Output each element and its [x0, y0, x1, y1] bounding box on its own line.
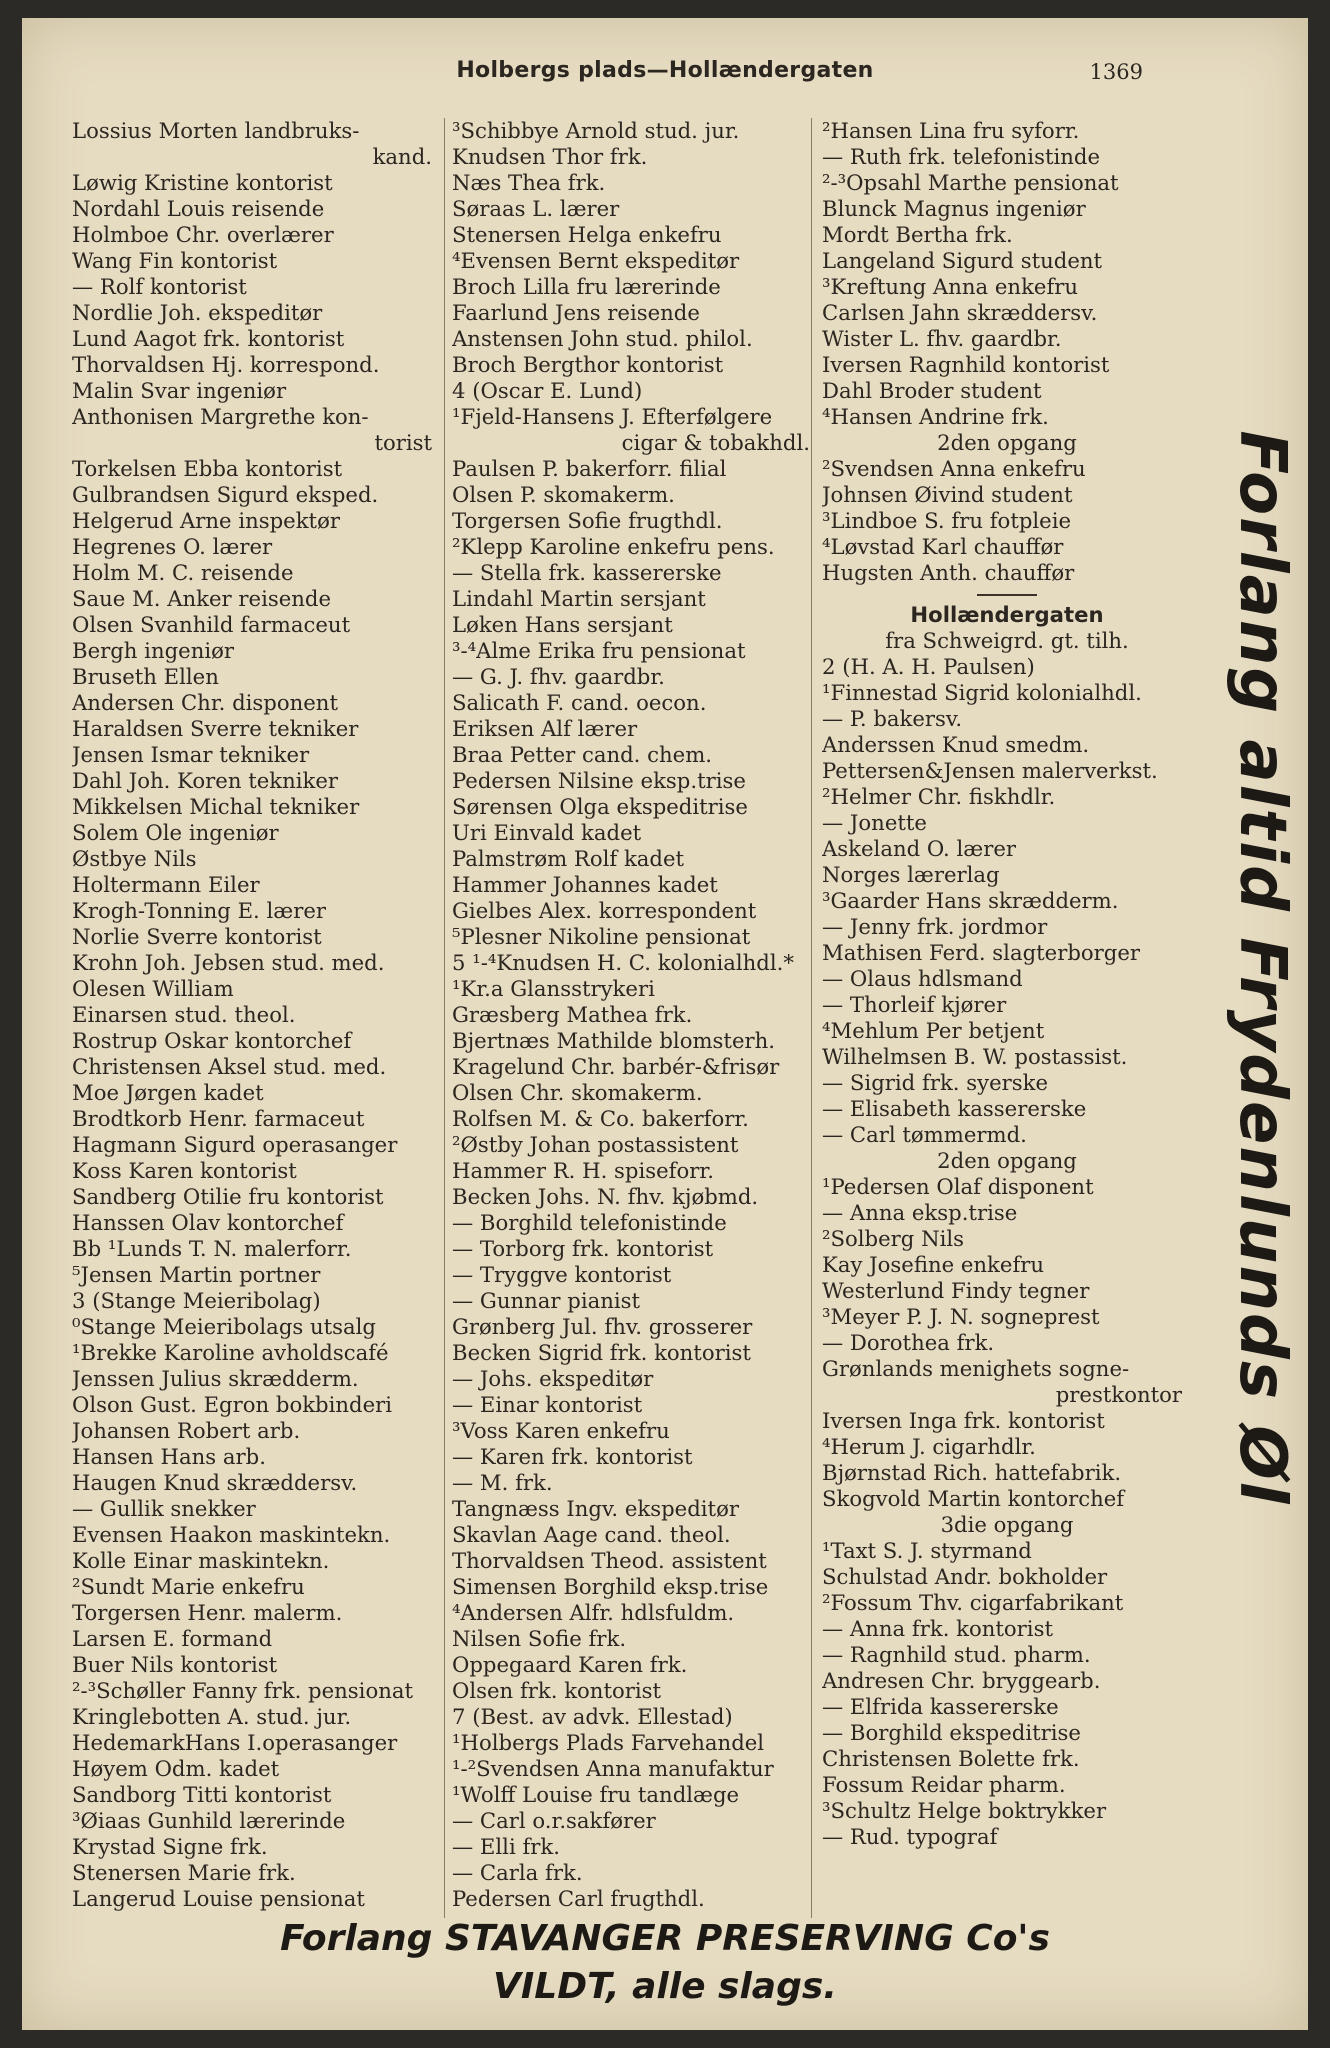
directory-entry: Bjertnæs Mathilde blomsterh.	[452, 1028, 775, 1053]
directory-entry: — Ragnhild stud. pharm.	[822, 1642, 1091, 1667]
directory-entry: Einarsen stud. theol.	[72, 1002, 296, 1027]
directory-entry: Holtermann Eiler	[72, 872, 260, 897]
directory-entry: Østbye Nils	[72, 846, 197, 871]
directory-entry: Dahl Broder student	[822, 378, 1042, 403]
directory-entry: ⁴Herum J. cigarhdlr.	[822, 1434, 1036, 1459]
page-number: 1369	[1089, 60, 1143, 84]
directory-entry: ³Schibbye Arnold stud. jur.	[452, 118, 740, 143]
directory-entry: Eriksen Alf lærer	[452, 716, 638, 741]
directory-entry: Holmboe Chr. overlærer	[72, 222, 334, 247]
directory-entry: Hagmann Sigurd operasanger	[72, 1132, 398, 1157]
directory-entry: Pedersen Nilsine eksp.trise	[452, 768, 746, 793]
directory-entry: Buer Nils kontorist	[72, 1652, 278, 1677]
page-header	[22, 58, 1308, 102]
directory-entry: Hugsten Anth. chauffør	[822, 560, 1075, 585]
directory-entry: — Gullik snekker	[72, 1496, 256, 1521]
directory-entry: — Jonette	[822, 810, 927, 835]
directory-entry: ⁴Mehlum Per betjent	[822, 1018, 1045, 1043]
directory-entry: Oppegaard Karen frk.	[452, 1652, 688, 1677]
directory-entry: ²-³Opsahl Marthe pensionat	[822, 170, 1119, 195]
entry-continuation: cigar & tobakhdl.	[621, 430, 810, 455]
directory-entry: Christensen Bolette frk.	[822, 1746, 1080, 1771]
directory-entry: Lindahl Martin sersjant	[452, 586, 706, 611]
directory-entry: Thorvaldsen Hj. korrespond.	[72, 352, 380, 377]
directory-entry: Bergh ingeniør	[72, 638, 235, 663]
directory-entry: Langeland Sigurd student	[822, 248, 1103, 273]
directory-entry: Tangnæss Ingv. ekspeditør	[452, 1496, 739, 1521]
directory-entry: — Borghild ekspeditrise	[822, 1720, 1081, 1745]
directory-entry: ⁴Evensen Bernt ekspeditør	[452, 248, 740, 273]
directory-entry: Skogvold Martin kontorchef	[822, 1486, 1125, 1511]
directory-entry: ¹Finnestad Sigrid kolonialhdl.	[822, 680, 1142, 705]
directory-entry: Kringlebotten A. stud. jur.	[72, 1704, 352, 1729]
directory-entry: ³Kreftung Anna enkefru	[822, 274, 1079, 299]
directory-entry: Løken Hans sersjant	[452, 612, 673, 637]
directory-entry: Holm M. C. reisende	[72, 560, 294, 585]
column-divider	[444, 118, 445, 1918]
directory-entry: ²Østby Johan postassistent	[452, 1132, 739, 1157]
directory-entry: Hansen Hans arb.	[72, 1444, 266, 1469]
directory-entry: Næs Thea frk.	[452, 170, 606, 195]
directory-entry: — Sigrid frk. syerske	[822, 1070, 1049, 1095]
directory-entry: Hegrenes O. lærer	[72, 534, 273, 559]
directory-entry: ⁴Andersen Alfr. hdlsfuldm.	[452, 1600, 735, 1625]
directory-entry: Evensen Haakon maskintekn.	[72, 1522, 391, 1547]
directory-entry: Larsen E. formand	[72, 1626, 273, 1651]
directory-entry: — Rud. typograf	[822, 1824, 998, 1849]
directory-entry: Krogh-Tonning E. lærer	[72, 898, 327, 923]
directory-entry: — Karen frk. kontorist	[452, 1444, 693, 1469]
directory-entry: Carlsen Jahn skræddersv.	[822, 300, 1098, 325]
section-heading: 2den opgang	[937, 1148, 1077, 1173]
directory-entry: Stenersen Marie frk.	[72, 1860, 296, 1885]
directory-entry: Christensen Aksel stud. med.	[72, 1054, 387, 1079]
directory-entry: Rolfsen M. & Co. bakerforr.	[452, 1106, 749, 1131]
directory-entry: Anthonisen Margrethe kon-	[72, 404, 369, 429]
directory-entry: Olsen Chr. skomakerm.	[452, 1080, 703, 1105]
directory-entry: Olesen William	[72, 976, 234, 1001]
directory-entry: Palmstrøm Rolf kadet	[452, 846, 685, 871]
directory-entry: Anderssen Knud smedm.	[822, 732, 1090, 757]
directory-entry: ⁵Jensen Martin portner	[72, 1262, 321, 1287]
directory-entry: Torkelsen Ebba kontorist	[72, 456, 343, 481]
directory-entry: Skavlan Aage cand. theol.	[452, 1522, 731, 1547]
directory-entry: ²Sundt Marie enkefru	[72, 1574, 305, 1599]
directory-entry: ¹Taxt S. J. styrmand	[822, 1538, 1032, 1563]
directory-entry: ¹Fjeld-Hansens J. Efterfølgere	[452, 404, 773, 429]
directory-column-1	[72, 118, 442, 1912]
directory-entry: Westerlund Findy tegner	[822, 1278, 1090, 1303]
section-heading: 2den opgang	[937, 430, 1077, 455]
directory-entry: Sandberg Otilie fru kontorist	[72, 1184, 384, 1209]
directory-entry: Gielbes Alex. korrespondent	[452, 898, 757, 923]
directory-entry: — Elli frk.	[452, 1834, 560, 1859]
directory-entry: — Tryggve kontorist	[452, 1262, 672, 1287]
directory-entry: — Torborg frk. kontorist	[452, 1236, 714, 1261]
directory-entry: Saue M. Anker reisende	[72, 586, 332, 611]
directory-entry: Brodtkorb Henr. farmaceut	[72, 1106, 365, 1131]
directory-entry: — Ruth frk. telefonistinde	[822, 144, 1100, 169]
directory-entry: — Thorleif kjører	[822, 992, 1007, 1017]
directory-entry: Kolle Einar maskintekn.	[72, 1548, 330, 1573]
directory-entry: ²-³Schøller Fanny frk. pensionat	[72, 1678, 413, 1703]
directory-entry: Sørensen Olga ekspeditrise	[452, 794, 748, 819]
bottom-advertisement-line-1: Forlang STAVANGER PRESERVING Co's	[280, 1918, 1050, 1959]
directory-entry: Andersen Chr. disponent	[72, 690, 338, 715]
directory-entry: — Anna eksp.trise	[822, 1200, 1018, 1225]
directory-page	[22, 18, 1308, 2030]
directory-entry: Wang Fin kontorist	[72, 248, 278, 273]
directory-entry: Pettersen&Jensen malerverkst.	[822, 758, 1158, 783]
directory-entry: 4 (Oscar E. Lund)	[452, 378, 643, 403]
directory-entry: Høyem Odm. kadet	[72, 1756, 280, 1781]
directory-column-2	[452, 118, 820, 1912]
entry-continuation: torist	[374, 430, 432, 455]
directory-entry: — Carl o.r.sakfører	[452, 1808, 656, 1833]
directory-entry: Norges lærerlag	[822, 862, 1000, 887]
directory-entry: — Jenny frk. jordmor	[822, 914, 1048, 939]
directory-entry: ²Hansen Lina fru syforr.	[822, 118, 1080, 143]
directory-entry: ³Schultz Helge boktrykker	[822, 1798, 1107, 1823]
directory-entry: Torgersen Henr. malerm.	[72, 1600, 343, 1625]
directory-entry: ¹Holbergs Plads Farvehandel	[452, 1730, 765, 1755]
directory-entry: 2 (H. A. H. Paulsen)	[822, 654, 1035, 679]
directory-entry: HedemarkHans I.operasanger	[72, 1730, 398, 1755]
directory-entry: Haraldsen Sverre tekniker	[72, 716, 359, 741]
directory-entry: Mikkelsen Michal tekniker	[72, 794, 360, 819]
directory-entry: — P. bakersv.	[822, 706, 963, 731]
directory-entry: 5 ¹-⁴Knudsen H. C. kolonialhdl.*	[452, 950, 794, 975]
directory-entry: Nordahl Louis reisende	[72, 196, 325, 221]
directory-entry: ¹Pedersen Olaf disponent	[822, 1174, 1094, 1199]
directory-entry: Schulstad Andr. bokholder	[822, 1564, 1108, 1589]
directory-entry: ³Voss Karen enkefru	[452, 1418, 670, 1443]
directory-entry: Iversen Ragnhild kontorist	[822, 352, 1110, 377]
directory-entry: — Carl tømmermd.	[822, 1122, 1027, 1147]
directory-entry: 3 (Stange Meieribolag)	[72, 1288, 321, 1313]
directory-entry: Moe Jørgen kadet	[72, 1080, 264, 1105]
directory-entry: Nordlie Joh. ekspeditør	[72, 300, 323, 325]
directory-entry: Salicath F. cand. oecon.	[452, 690, 707, 715]
directory-entry: Solem Ole ingeniør	[72, 820, 279, 845]
directory-entry: ²Svendsen Anna enkefru	[822, 456, 1086, 481]
directory-entry: Anstensen John stud. philol.	[452, 326, 753, 351]
directory-entry: Johnsen Øivind student	[822, 482, 1073, 507]
directory-entry: ³Øiaas Gunhild lærerinde	[72, 1808, 346, 1833]
directory-entry: Norlie Sverre kontorist	[72, 924, 322, 949]
directory-entry: Krohn Joh. Jebsen stud. med.	[72, 950, 385, 975]
directory-entry: Kragelund Chr. barbér-&frisør	[452, 1054, 780, 1079]
directory-entry: Johansen Robert arb.	[72, 1418, 301, 1443]
directory-entry: ³Gaarder Hans skrædderm.	[822, 888, 1119, 913]
directory-entry: — M. frk.	[452, 1470, 553, 1495]
directory-entry: ³-⁴Alme Erika fru pensionat	[452, 638, 746, 663]
section-heading: Hollændergaten	[910, 602, 1104, 627]
directory-entry: Paulsen P. bakerforr. filial	[452, 456, 727, 481]
directory-entry: ²Solberg Nils	[822, 1226, 965, 1251]
directory-entry: — Gunnar pianist	[452, 1288, 641, 1313]
entry-continuation: kand.	[372, 144, 432, 169]
directory-entry: ¹Kr.a Glansstrykeri	[452, 976, 655, 1001]
vertical-ad-text: Forlang altid Frydenlunds Øl	[1225, 430, 1299, 1506]
directory-entry: Braa Petter cand. chem.	[452, 742, 713, 767]
directory-entry: Becken Sigrid frk. kontorist	[452, 1340, 751, 1365]
directory-entry: — Elisabeth kassererske	[822, 1096, 1087, 1121]
directory-entry: Uri Einvald kadet	[452, 820, 642, 845]
directory-entry: Helgerud Arne inspektør	[72, 508, 340, 533]
directory-entry: Olsen Svanhild farmaceut	[72, 612, 351, 637]
directory-entry: Hammer R. H. spiseforr.	[452, 1158, 714, 1183]
directory-entry: Sandborg Titti kontorist	[72, 1782, 332, 1807]
directory-entry: Wister L. fhv. gaardbr.	[822, 326, 1062, 351]
directory-entry: Jensen Ismar tekniker	[72, 742, 310, 767]
directory-entry: Jenssen Julius skrædderm.	[72, 1366, 359, 1391]
directory-entry: ²Fossum Thv. cigarfabrikant	[822, 1590, 1124, 1615]
directory-entry: Iversen Inga frk. kontorist	[822, 1408, 1105, 1433]
directory-entry: Fossum Reidar pharm.	[822, 1772, 1066, 1797]
directory-entry: ²Helmer Chr. fiskhdlr.	[822, 784, 1056, 809]
directory-entry: Simensen Borghild eksp.trise	[452, 1574, 769, 1599]
directory-entry: Torgersen Sofie frugthdl.	[452, 508, 723, 533]
page-title: Holbergs plads—Hollændergaten	[456, 58, 874, 83]
directory-column-3	[822, 118, 1192, 1850]
directory-entry: — Johs. ekspeditør	[452, 1366, 654, 1391]
directory-entry: Løwig Kristine kontorist	[72, 170, 333, 195]
directory-entry: Nilsen Sofie frk.	[452, 1626, 627, 1651]
directory-entry: Becken Johs. N. fhv. kjøbmd.	[452, 1184, 759, 1209]
directory-entry: Langerud Louise pensionat	[72, 1886, 365, 1911]
directory-entry: Græsberg Mathea frk.	[452, 1002, 693, 1027]
directory-entry: Gulbrandsen Sigurd ekspеd.	[72, 482, 379, 507]
directory-entry: Lund Aagot frk. kontorist	[72, 326, 345, 351]
section-separator	[977, 594, 1037, 596]
directory-entry: Olson Gust. Egron bokbinderi	[72, 1392, 393, 1417]
directory-entry: Blunck Magnus ingeniør	[822, 196, 1086, 221]
directory-entry: Kay Josefine enkefru	[822, 1252, 1045, 1277]
directory-entry: — G. J. fhv. gaardbr.	[452, 664, 665, 689]
directory-entry: Faarlund Jens reisende	[452, 300, 700, 325]
directory-entry: ⁴Hansen Andrine frk.	[822, 404, 1049, 429]
directory-entry: Broch Bergthor kontorist	[452, 352, 724, 377]
directory-entry: Pedersen Carl frugthdl.	[452, 1886, 705, 1911]
directory-entry: Bb ¹Lunds T. N. malerforr.	[72, 1236, 352, 1261]
section-heading: 3die opgang	[940, 1512, 1074, 1537]
directory-entry: Broch Lilla fru lærerinde	[452, 274, 721, 299]
directory-entry: Hammer Johannes kadet	[452, 872, 718, 897]
directory-entry: Knudsen Thor frk.	[452, 144, 648, 169]
directory-entry: Malin Svar ingeniør	[72, 378, 287, 403]
directory-entry: — Anna frk. kontorist	[822, 1616, 1053, 1641]
directory-entry: ⁰Stange Meieribolags utsalg	[72, 1314, 376, 1339]
directory-entry: Stenersen Helga enkefru	[452, 222, 722, 247]
directory-entry: Olsen frk. kontorist	[452, 1678, 662, 1703]
directory-entry: Grønberg Jul. fhv. grosserer	[452, 1314, 753, 1339]
directory-entry: — Rolf kontorist	[72, 274, 247, 299]
directory-entry: Koss Karen kontorist	[72, 1158, 297, 1183]
directory-entry: Grønlands menighets sogne-	[822, 1356, 1130, 1381]
directory-entry: ⁵Plesner Nikoline pensionat	[452, 924, 751, 949]
directory-entry: ²Klepp Karoline enkefru pens.	[452, 534, 775, 559]
section-heading: fra Schweigrd. gt. tilh.	[885, 628, 1129, 653]
directory-entry: Rostrup Oskar kontorchef	[72, 1028, 352, 1053]
directory-entry: ¹Brekke Karoline avholdscafé	[72, 1340, 389, 1365]
directory-entry: ¹-²Svendsen Anna manufaktur	[452, 1756, 774, 1781]
directory-entry: Lossius Morten landbruks-	[72, 118, 360, 143]
directory-entry: Søraas L. lærer	[452, 196, 620, 221]
directory-entry: — Olaus hdlsmand	[822, 966, 1023, 991]
directory-entry: ⁴Løvstad Karl chauffør	[822, 534, 1064, 559]
directory-entry: Olsen P. skomakerm.	[452, 482, 675, 507]
directory-entry: Dahl Joh. Koren tekniker	[72, 768, 339, 793]
directory-entry: Andresen Chr. bryggearb.	[822, 1668, 1101, 1693]
directory-entry: — Elfrida kassererske	[822, 1694, 1059, 1719]
directory-entry: — Stella frk. kassererske	[452, 560, 722, 585]
directory-entry: Haugen Knud skræddersv.	[72, 1470, 358, 1495]
directory-entry: — Carla frk.	[452, 1860, 583, 1885]
directory-entry: Bjørnstad Rich. hattefabrik.	[822, 1460, 1122, 1485]
directory-entry: 7 (Best. av advk. Ellestad)	[452, 1704, 733, 1729]
entry-continuation: prestkontor	[1055, 1382, 1182, 1407]
directory-entry: — Dorothea frk.	[822, 1330, 995, 1355]
bottom-advertisement-line-2: VILDT, alle slags.	[493, 1966, 837, 2007]
directory-entry: Wilhelmsen B. W. postassist.	[822, 1044, 1128, 1069]
directory-entry: Thorvaldsen Theod. assistent	[452, 1548, 767, 1573]
directory-entry: Mathisen Ferd. slagterborger	[822, 940, 1140, 965]
vertical-advertisement	[1217, 430, 1307, 1506]
directory-entry: — Borghild telefonistinde	[452, 1210, 727, 1235]
directory-entry: Krystad Signe frk.	[72, 1834, 268, 1859]
directory-entry: ¹Wolff Louise fru tandlæge	[452, 1782, 740, 1807]
directory-entry: ³Meyer P. J. N. sogneprest	[822, 1304, 1100, 1329]
directory-entry: ³Lindboe S. fru fotpleie	[822, 508, 1072, 533]
directory-entry: Bruseth Ellen	[72, 664, 219, 689]
directory-entry: — Einar kontorist	[452, 1392, 643, 1417]
directory-entry: Askeland O. lærer	[822, 836, 1016, 861]
directory-entry: Hanssen Olav kontorchef	[72, 1210, 344, 1235]
directory-entry: Mordt Bertha frk.	[822, 222, 1013, 247]
